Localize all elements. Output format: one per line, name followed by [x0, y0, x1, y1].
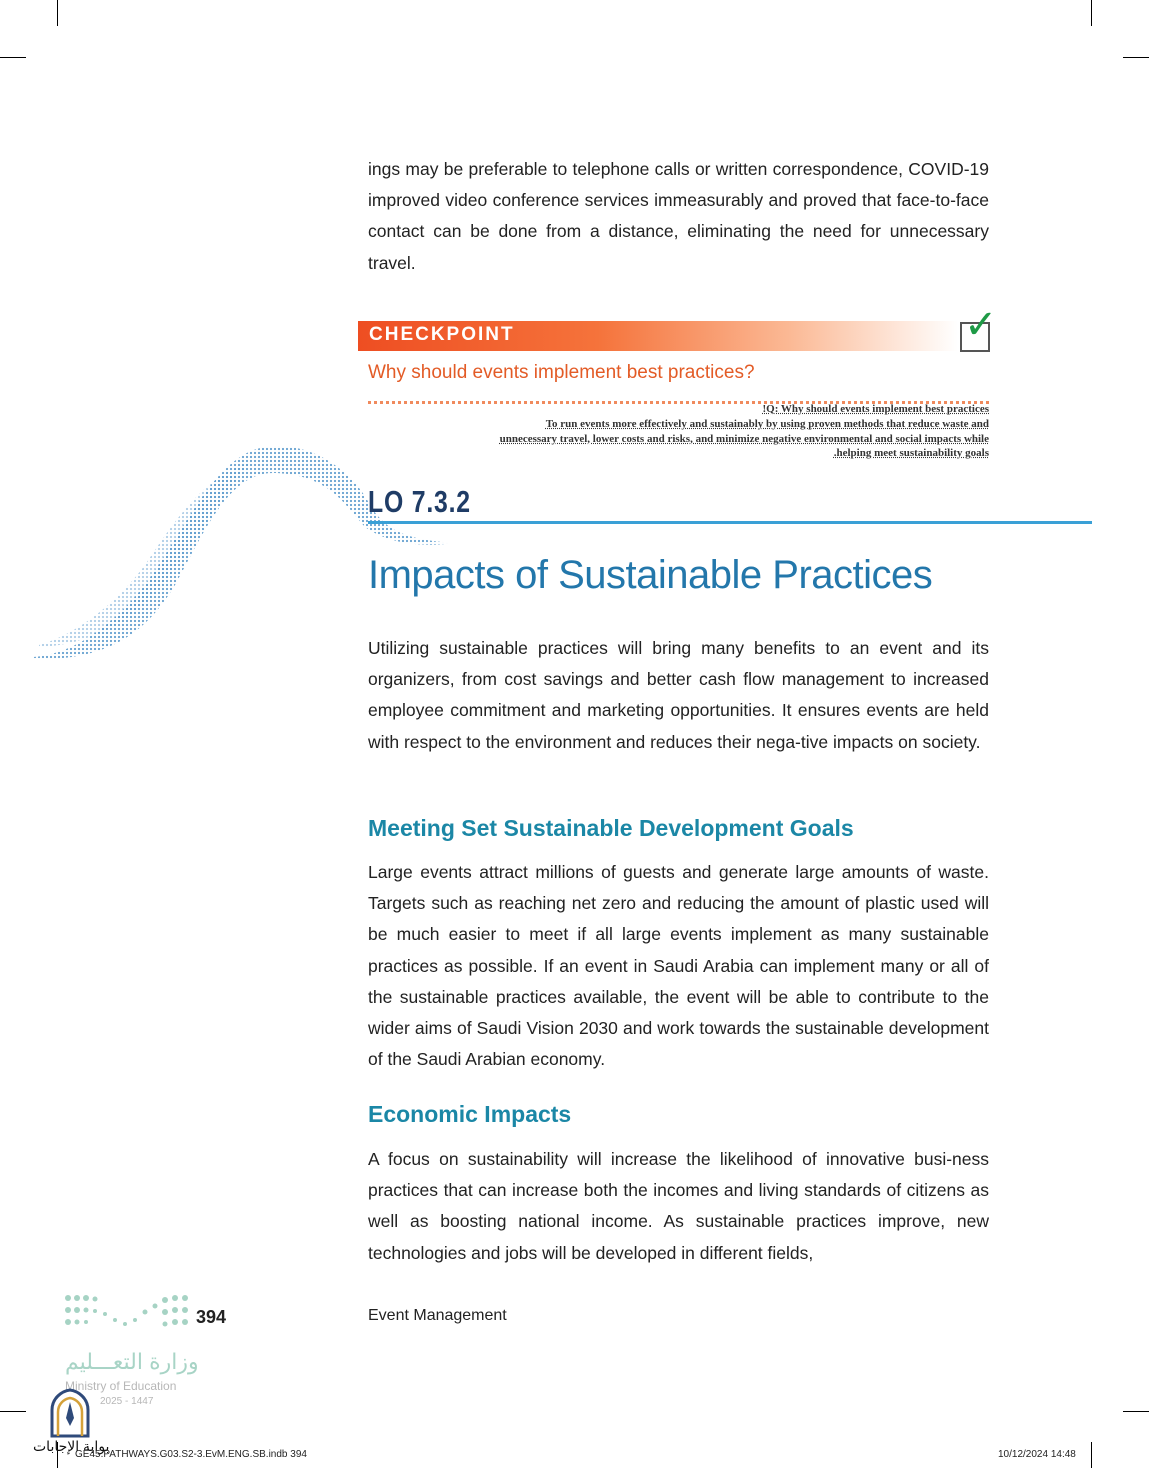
book-title: Event Management — [368, 1307, 507, 1324]
answer-line: .helping meet sustainability goals — [833, 447, 989, 460]
crop-mark — [1123, 57, 1149, 58]
page-number: 394 — [196, 1307, 227, 1327]
answer-line: !Q: Why should events implement best practices — [762, 403, 989, 415]
section-rule — [368, 521, 1092, 524]
ministry-year: 2025 - 1447 — [100, 1396, 154, 1407]
ministry-name-english: Ministry of Education — [65, 1379, 177, 1393]
ministry-logo-dots-icon — [63, 1292, 198, 1336]
crop-mark — [57, 0, 58, 26]
crop-mark — [0, 57, 26, 58]
learning-objective-code: LO 7.3.2 — [368, 484, 471, 519]
print-slug-file: GE45.PATHWAYS.G03.S2-3.EvM.ENG.SB.indb 394 — [75, 1449, 307, 1460]
intro-paragraph: ings may be preferable to telephone calls or written correspondence, COVID-19 improved video conference services immeasurably and proved that face-to-face contact can be done from a distance, eliminating the need for unnecessary travel. — [368, 159, 989, 273]
print-slug-date: 10/12/2024 14:48 — [998, 1449, 1076, 1460]
decorative-wave-graphic — [25, 435, 485, 665]
body-paragraph: Utilizing sustainable practices will bring many benefits to an event and its organizers, from cost savings and better cash flow management to increased employee commitment and marketing opportunities. It ensures events are held with respect to the environment and reduces their nega-tive impacts on society. — [368, 638, 989, 752]
subheading: Economic Impacts — [368, 1101, 572, 1127]
crop-mark — [0, 1411, 26, 1412]
body-paragraph: Large events attract millions of guests and generate large amounts of waste. Targets such as reaching net zero and reducing the amount of plastic used will be much easier to meet if all large events implement as many sustainable practices as possible. If an event in Saudi Arabia can implement many or all of the sustainable practices available, the event will be able to contribute to the wider aims of Saudi Vision 2030 and work towards the sustainable development of the Saudi Arabian economy. — [368, 862, 989, 1070]
ministry-name-arabic: وزارة التعـــليم — [65, 1349, 199, 1374]
watermark-logo-icon — [48, 1388, 92, 1438]
crop-mark — [1091, 1442, 1092, 1468]
watermark-text: بوابة الإجابات — [33, 1438, 110, 1454]
checkpoint-answer — [380, 402, 989, 461]
crop-mark — [1091, 0, 1092, 26]
checkpoint-question: Why should events implement best practices? — [368, 362, 755, 383]
answer-line: unnecessary travel, lower costs and risks, and minimize negative environmental and social impacts while — [499, 432, 989, 445]
crop-mark — [1123, 1411, 1149, 1412]
check-mark-icon: ✓ — [964, 303, 998, 347]
subheading: Meeting Set Sustainable Development Goals — [368, 815, 854, 841]
checkpoint-label: CHECKPOINT — [369, 324, 515, 345]
section-title: Impacts of Sustainable Practices — [368, 553, 933, 597]
body-paragraph: A focus on sustainability will increase the likelihood of innovative busi-ness practices that can increase both the incomes and living standards of citizens as well as boosting national income. As sustainable practices improve, new technologies and jobs will be developed in different fields, — [368, 1149, 989, 1263]
answer-line: To run events more effectively and sustainably by using proven methods that reduce waste and — [545, 417, 989, 430]
